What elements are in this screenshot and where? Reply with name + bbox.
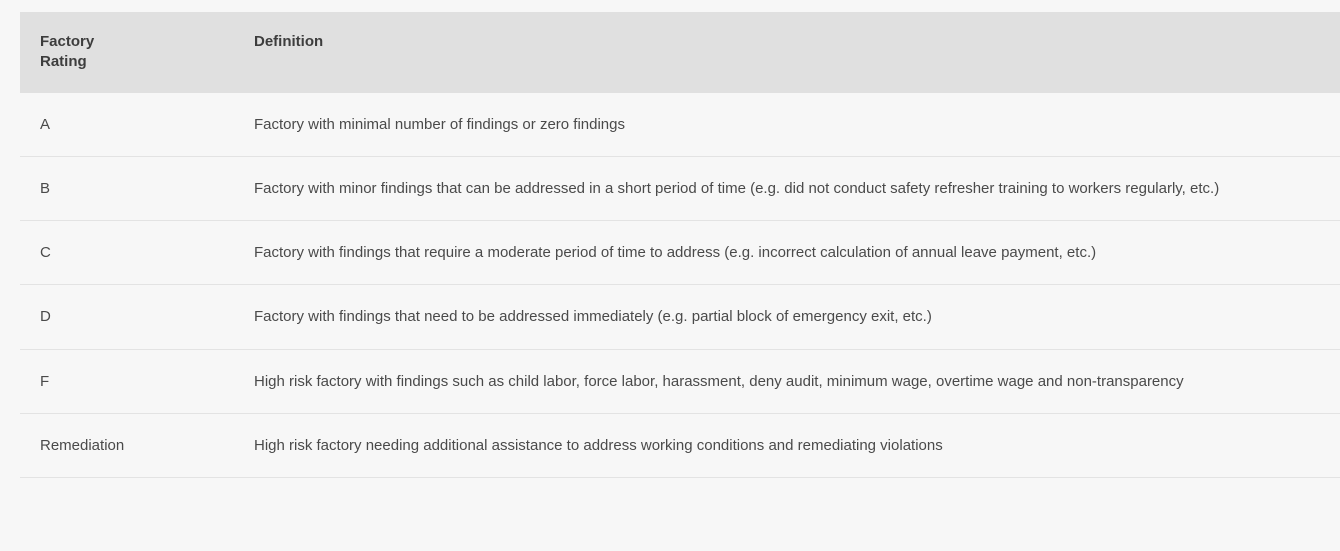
table-row: [20, 285, 1340, 349]
cell-rating: C: [20, 221, 234, 285]
column-header-factory-rating-line-2: Rating: [40, 53, 87, 71]
cell-rating: A: [20, 93, 234, 157]
factory-rating-table: [20, 12, 1340, 478]
column-header-factory-rating: [20, 12, 234, 93]
cell-definition: Factory with minor findings that can be addressed in a short period of time (e.g. did not conduct safety refresher training to workers regularly, etc.): [234, 156, 1340, 220]
cell-rating: Remediation: [20, 413, 234, 477]
cell-rating: B: [20, 156, 234, 220]
cell-definition: Factory with findings that need to be addressed immediately (e.g. partial block of emergency exit, etc.): [234, 285, 1340, 349]
table-header: [20, 12, 1340, 93]
table-body: [20, 93, 1340, 478]
column-header-definition: Definition: [254, 33, 324, 50]
table-row: [20, 93, 1340, 157]
cell-rating: D: [20, 285, 234, 349]
table-row: [20, 156, 1340, 220]
cell-definition: High risk factory with findings such as child labor, force labor, harassment, deny audit, minimum wage, overtime wage and non-transparency: [234, 349, 1340, 413]
table-row: [20, 221, 1340, 285]
table-header-row: [20, 12, 1340, 93]
cell-rating: F: [20, 349, 234, 413]
cell-definition: Factory with findings that require a moderate period of time to address (e.g. incorrect calculation of annual leave payment, etc.): [234, 221, 1340, 285]
cell-definition: High risk factory needing additional assistance to address working conditions and remediating violations: [234, 413, 1340, 477]
cell-definition: Factory with minimal number of findings or zero findings: [234, 93, 1340, 157]
table-row: [20, 413, 1340, 477]
table-row: [20, 349, 1340, 413]
column-header-factory-rating-line-1: Factory: [40, 33, 95, 50]
